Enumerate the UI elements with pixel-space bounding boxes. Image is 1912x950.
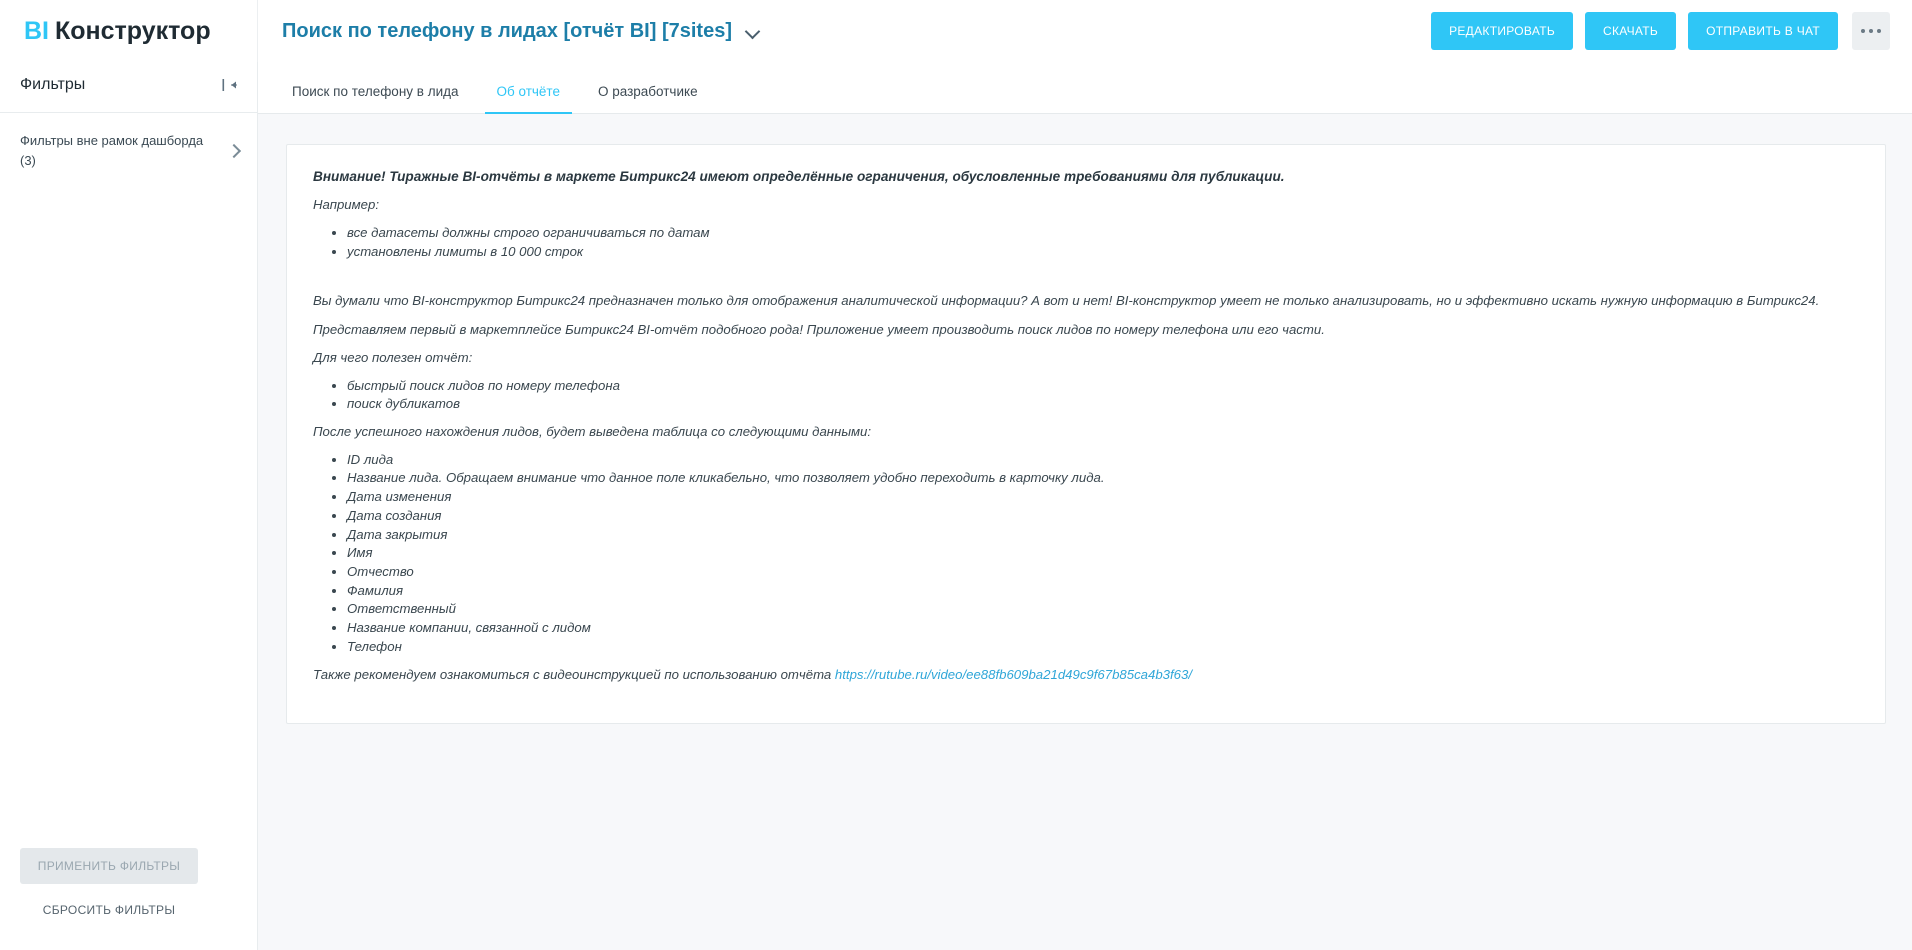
list-item: • Отчество xyxy=(347,563,1859,582)
table-title-text: После успешного нахождения лидов, будет выведена таблица со следующими данными: xyxy=(313,424,872,440)
table-fields-list xyxy=(313,451,1859,657)
body-region xyxy=(0,62,1912,950)
filters-header xyxy=(0,62,257,106)
chevron-down-icon[interactable] xyxy=(746,23,762,39)
send-to-chat-button[interactable]: ОТПРАВИТЬ В ЧАТ xyxy=(1688,12,1838,50)
content-scroll-area xyxy=(258,114,1912,950)
kebab-dot xyxy=(1869,29,1873,33)
video-instruction-text: Также рекомендуем ознакомиться с видеоинструкцией по использованию отчёта xyxy=(313,666,835,682)
kebab-dot xyxy=(1877,29,1881,33)
filters-sidebar xyxy=(0,62,258,950)
reset-filters-button[interactable]: СБРОСИТЬ ФИЛЬТРЫ xyxy=(20,892,198,928)
sidebar-actions xyxy=(0,848,257,950)
kebab-menu-icon[interactable] xyxy=(1852,12,1890,50)
list-item: • Телефон xyxy=(347,638,1859,657)
top-bar xyxy=(0,0,1912,62)
list-item: • Ответственный xyxy=(347,600,1859,619)
report-header xyxy=(258,0,1912,62)
intro-text: Вы думали что BI-конструктор Битрикс24 предназначен только для отображения аналитической информации? А вот и нет! BI-конструктор умеет не только анализировать, но и эффективно искать нужную информацию в Битрикс24. xyxy=(313,293,1820,309)
list-item: • Дата изменения xyxy=(347,488,1859,507)
tab-phone-search[interactable]: Поиск по телефону в лида xyxy=(292,84,459,99)
list-item: • ID лида xyxy=(347,451,1859,470)
list-item: • установлены лимиты в 10 000 строк xyxy=(347,243,1859,262)
presentation-text: Представляем первый в маркетплейсе Битрикс24 BI-отчёт подобного рода! Приложение умеет производить поиск лидов по номеру телефона или его части. xyxy=(313,321,1325,337)
tab-bar xyxy=(258,62,1912,114)
apply-filters-button[interactable]: ПРИМЕНИТЬ ФИЛЬТРЫ xyxy=(20,848,198,884)
list-item: • Название компании, связанной с лидом xyxy=(347,619,1859,638)
useful-list xyxy=(313,377,1859,414)
video-instruction-line xyxy=(313,665,1859,685)
edit-button[interactable]: РЕДАКТИРОВАТЬ xyxy=(1431,12,1573,50)
tab-about-developer[interactable]: О разработчике xyxy=(597,84,698,99)
collapse-panel-icon[interactable] xyxy=(221,76,239,94)
page-title: Поиск по телефону в лидах [отчёт BI] [7sites] xyxy=(282,19,732,42)
list-item: • Имя xyxy=(347,544,1859,563)
sidebar-item-label: Фильтры вне рамок дашборда (3) xyxy=(20,133,204,169)
list-item: • Фамилия xyxy=(347,582,1859,601)
logo-name-text: Конструктор xyxy=(55,16,211,45)
list-item: • Название лида. Обращаем внимание что данное поле кликабельно, что позволяет удобно переходить в карточку лида. xyxy=(347,469,1859,488)
app-logo[interactable] xyxy=(0,0,258,62)
for-example-text: Например: xyxy=(313,197,380,213)
kebab-dot xyxy=(1861,29,1865,33)
limits-list xyxy=(313,224,1859,261)
tab-about-report[interactable]: Об отчёте xyxy=(485,84,572,113)
list-item: • Дата закрытия xyxy=(347,526,1859,545)
sidebar-item-outside-filters[interactable] xyxy=(0,113,257,189)
logo-bi-text: BI xyxy=(24,16,49,45)
useful-title-text: Для чего полезен отчёт: xyxy=(313,350,473,366)
filters-title: Фильтры xyxy=(20,76,86,93)
download-button[interactable]: СКАЧАТЬ xyxy=(1585,12,1676,50)
list-item: • все датасеты должны строго ограничиваться по датам xyxy=(347,224,1859,243)
spacer xyxy=(313,269,1859,291)
chevron-right-icon xyxy=(227,144,241,158)
main-content xyxy=(258,62,1912,950)
about-report-card xyxy=(286,144,1886,724)
warning-text: Внимание! Тиражные BI-отчёты в маркете Битрикс24 имеют определённые ограничения, обусловленные требованиями для публикации. xyxy=(313,169,1285,184)
list-item: • Дата создания xyxy=(347,507,1859,526)
video-link[interactable]: https://rutube.ru/video/ee88fb609ba21d49c9f67b85ca4b3f63/ xyxy=(834,666,1193,682)
list-item: • поиск дубликатов xyxy=(347,395,1859,414)
list-item: • быстрый поиск лидов по номеру телефона xyxy=(347,377,1859,396)
